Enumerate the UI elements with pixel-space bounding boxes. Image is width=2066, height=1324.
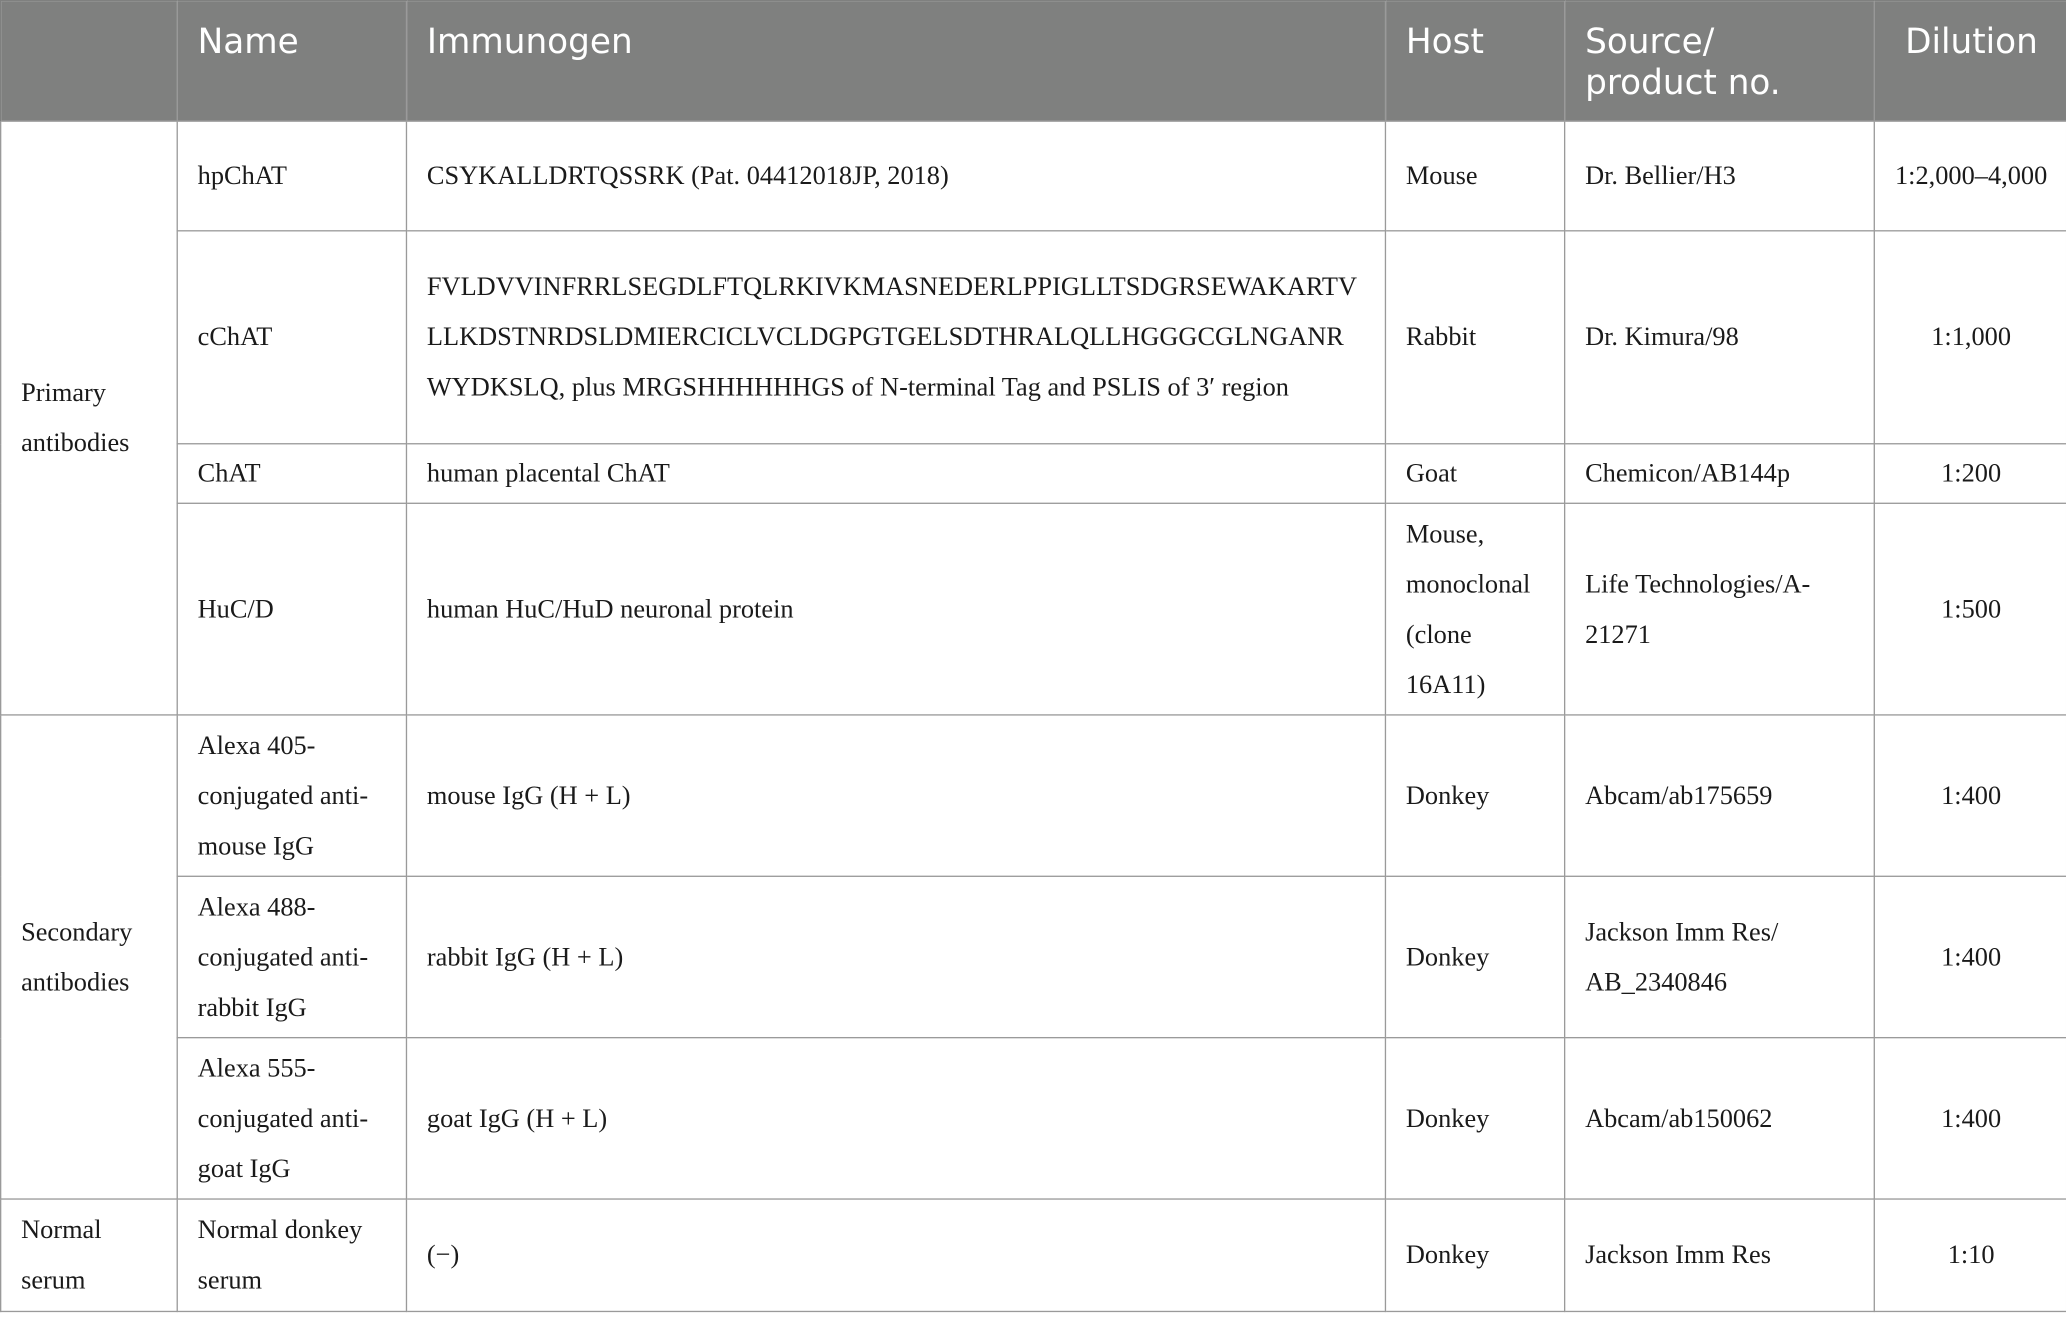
cell-host: Donkey <box>1385 1199 1564 1311</box>
header-row <box>1 1 2066 121</box>
cell-name: HuC/D <box>177 503 406 715</box>
cell-source: Dr. Kimura/98 <box>1565 231 1875 444</box>
header-name: Name <box>177 1 406 121</box>
cell-dilution: 1:10 <box>1874 1199 2066 1311</box>
cell-dilution: 1:1,000 <box>1874 231 2066 444</box>
cell-immunogen: FVLDVVINFRRLSEGDLFTQLRKIVKMASNEDERLPPIGLLTSDGRSEWAKARTVLLKDSTNRDSLDMIERCICLVCLDGPGTGELSDTHRALQLLHGGGCGLNGANRWYDKSLQ, plus MRGSHHHHHHGS of N-terminal Tag and PSLIS of 3′ region <box>406 231 1385 444</box>
cell-dilution: 1:500 <box>1874 503 2066 715</box>
cell-source: Life Technologies/A-21271 <box>1565 503 1875 715</box>
cell-dilution: 1:400 <box>1874 1038 2066 1199</box>
cell-host: Mouse <box>1385 121 1564 231</box>
cell-name: Alexa 488-conjugated anti-rabbit IgG <box>177 876 406 1037</box>
cell-immunogen: human HuC/HuD neuronal protein <box>406 503 1385 715</box>
group-primary: Primary antibodies <box>1 121 178 715</box>
cell-name: Alexa 555-conjugated anti-goat IgG <box>177 1038 406 1199</box>
table-row <box>1 121 2066 231</box>
cell-host: Rabbit <box>1385 231 1564 444</box>
cell-name: hpChAT <box>177 121 406 231</box>
header-source: Source/ product no. <box>1565 1 1875 121</box>
table-row <box>1 1199 2066 1311</box>
cell-name: Alexa 405-conjugated anti-mouse IgG <box>177 715 406 876</box>
group-secondary: Secondary antibodies <box>1 715 178 1199</box>
group-normal: Normal serum <box>1 1199 178 1311</box>
cell-dilution: 1:400 <box>1874 715 2066 876</box>
cell-dilution: 1:200 <box>1874 444 2066 504</box>
cell-immunogen: human placental ChAT <box>406 444 1385 504</box>
cell-source: Jackson Imm Res/ AB_2340846 <box>1565 876 1875 1037</box>
cell-host: Donkey <box>1385 715 1564 876</box>
cell-host: Goat <box>1385 444 1564 504</box>
header-immunogen: Immunogen <box>406 1 1385 121</box>
table-row <box>1 1038 2066 1199</box>
cell-source: Abcam/ab175659 <box>1565 715 1875 876</box>
table-header <box>1 1 2066 121</box>
cell-host: Donkey <box>1385 1038 1564 1199</box>
cell-source: Chemicon/AB144p <box>1565 444 1875 504</box>
cell-host: Mouse, monoclonal (clone 16A11) <box>1385 503 1564 715</box>
header-dilution: Dilution <box>1874 1 2066 121</box>
table-body <box>1 121 2066 1311</box>
cell-source: Jackson Imm Res <box>1565 1199 1875 1311</box>
cell-source: Dr. Bellier/H3 <box>1565 121 1875 231</box>
cell-name: Normal donkey serum <box>177 1199 406 1311</box>
header-host: Host <box>1385 1 1564 121</box>
table-row <box>1 231 2066 444</box>
cell-host: Donkey <box>1385 876 1564 1037</box>
table-row <box>1 715 2066 876</box>
table-row <box>1 444 2066 504</box>
header-group <box>1 1 178 121</box>
cell-source: Abcam/ab150062 <box>1565 1038 1875 1199</box>
cell-immunogen: mouse IgG (H + L) <box>406 715 1385 876</box>
cell-immunogen: (−) <box>406 1199 1385 1311</box>
cell-dilution: 1:2,000–4,000 <box>1874 121 2066 231</box>
cell-name: ChAT <box>177 444 406 504</box>
cell-immunogen: CSYKALLDRTQSSRK (Pat. 04412018JP, 2018) <box>406 121 1385 231</box>
cell-dilution: 1:400 <box>1874 876 2066 1037</box>
cell-immunogen: goat IgG (H + L) <box>406 1038 1385 1199</box>
table-row <box>1 503 2066 715</box>
cell-name: cChAT <box>177 231 406 444</box>
table-row <box>1 876 2066 1037</box>
cell-immunogen: rabbit IgG (H + L) <box>406 876 1385 1037</box>
